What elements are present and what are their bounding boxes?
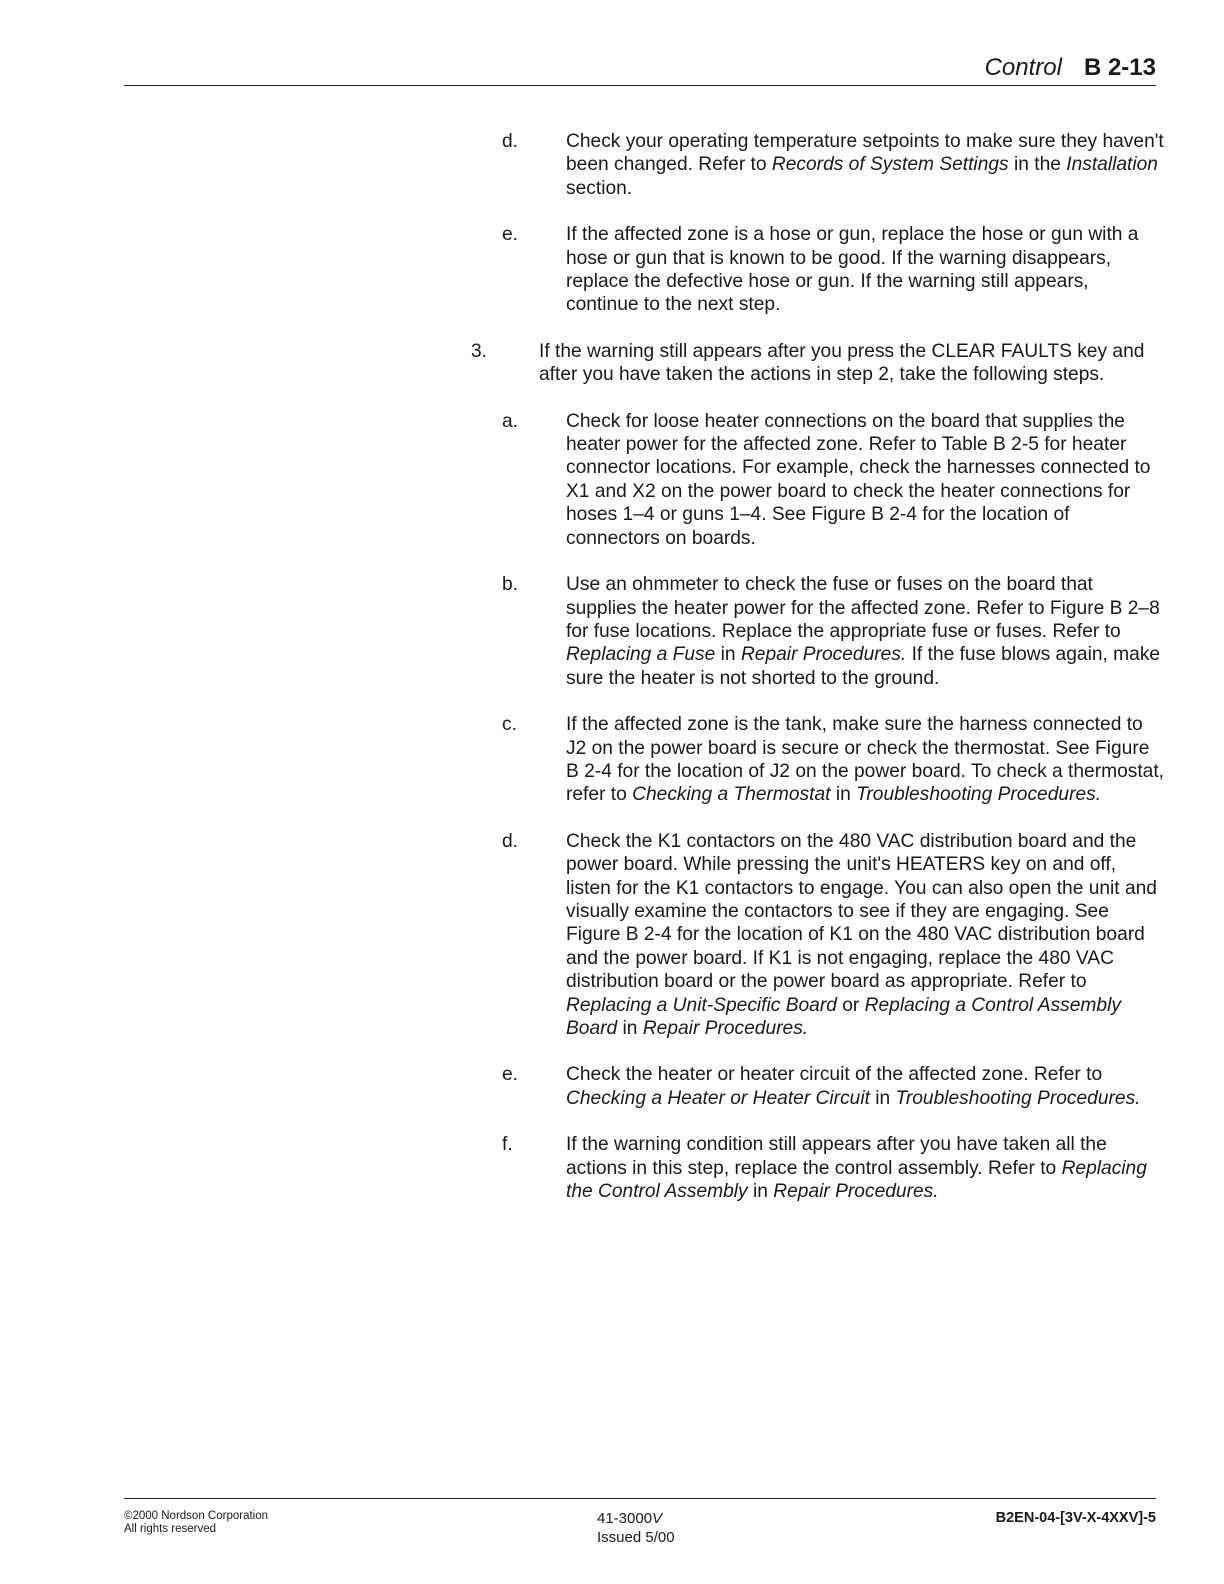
step-number: 3. xyxy=(471,340,488,362)
substep-c xyxy=(502,713,1165,807)
reference-title: Troubleshooting Procedures. xyxy=(856,784,1102,806)
reference-title: Checking a Thermostat xyxy=(632,784,831,806)
reference-title: Installation xyxy=(1066,154,1158,176)
footer-copyright xyxy=(124,1510,268,1536)
substep-text xyxy=(566,130,1165,200)
text-run: or xyxy=(836,994,865,1016)
substep-text xyxy=(566,410,1165,550)
page-header xyxy=(985,54,1156,82)
text-run: section. xyxy=(566,177,633,199)
substep-e xyxy=(502,223,1165,317)
substep-label: b. xyxy=(502,574,519,596)
substep-label: c. xyxy=(502,714,517,736)
page-number: B 2-13 xyxy=(1083,54,1156,81)
text-run: in xyxy=(869,1087,896,1109)
reference-title: Repair Procedures. xyxy=(642,1018,809,1039)
substep-label: a. xyxy=(502,410,519,432)
step-2-continued xyxy=(502,130,1165,317)
text-run: in xyxy=(747,1181,774,1203)
copyright-line: ©2000 Nordson Corporation xyxy=(124,1510,269,1522)
text-run: in xyxy=(715,644,741,666)
footer-doc-code: B2EN-04-[3V-X-4XXV]-5 xyxy=(995,1510,1156,1526)
substep-b xyxy=(502,573,1165,690)
substep-label: e. xyxy=(502,1064,519,1086)
substep-text xyxy=(566,573,1165,690)
substep-label: d. xyxy=(502,830,519,852)
text-run: in xyxy=(617,1018,643,1039)
text-run: If the affected zone is the tank, make sure the harness connected to J2 on the power board is secure or check the thermostat. See Figure B 2-4 for the location of J2 on the power board. To check a thermostat, refer to xyxy=(566,714,1164,806)
reference-title: Troubleshooting Procedures. xyxy=(895,1087,1141,1109)
reference-title: Replacing the Control Assembly xyxy=(566,1157,1147,1203)
text-run: in the xyxy=(1008,154,1067,176)
text-run: Check the K1 contactors on the 480 VAC distribution board and the power board. While pressing the unit's HEATERS key on and off, listen for the K1 contactors to engage. You can also open the unit and visually examine the contactors to see if they are engaging. See Figure B 2-4 for the location of K1 on the 480 VAC distribution board and the power board. If K1 is not engaging, replace the 480 VAC distribution board or the power board as appropriate. Refer to xyxy=(566,830,1157,993)
reference-title: Replacing a Fuse xyxy=(566,644,716,666)
part-number: 41-3000 xyxy=(597,1510,653,1527)
text-run: Check for loose heater connections on the board that supplies the heater power for the affected zone. Refer to Table B 2-5 for heater connector locations. For example, check the harnesses connected to X1 and X2 on the power board to check the heater connections for hoses 1–4 or guns 1–4. See Figure B 2-4 for the location of connectors on boards. xyxy=(566,410,1151,549)
reference-title: Repair Procedures. xyxy=(773,1181,939,1203)
substep-e xyxy=(502,1063,1165,1110)
substep-label: e. xyxy=(502,224,519,246)
text-run: Use an ohmmeter to check the fuse or fuses on the board that supplies the heater power for the affected zone. Refer to Figure B 2–8 for fuse locations. Replace the appropriate fuse or fuses. Refer to xyxy=(566,574,1160,642)
text-run: If the fuse blows again, make sure the heater is not shorted to the ground. xyxy=(566,644,1161,689)
procedure-content xyxy=(471,130,1165,1226)
text-run: If the warning condition still appears after you have taken all the actions in this step, replace the control assembly. Refer to xyxy=(566,1134,1107,1179)
substep-label: f. xyxy=(502,1134,513,1156)
step-text: If the warning still appears after you press the CLEAR FAULTS key and after you have taken the actions in step 2, take the following steps. xyxy=(539,340,1145,386)
reference-title: Replacing a Control Assembly Board xyxy=(566,994,1121,1039)
part-suffix: V xyxy=(652,1510,663,1527)
reference-title: Repair Procedures. xyxy=(740,644,907,666)
substep-d xyxy=(502,830,1165,1041)
text-run: If the affected zone is a hose or gun, replace the hose or gun with a hose or gun that is known to be good. If the warning disappears, replace the defective hose or gun. If the warning still appears, continue to the next step. xyxy=(566,224,1139,316)
substep-label: d. xyxy=(502,131,519,152)
substep-a xyxy=(502,410,1165,550)
reference-title: Checking a Heater or Heater Circuit xyxy=(566,1087,870,1109)
header-rule xyxy=(124,85,1156,86)
issued-date: Issued 5/00 xyxy=(597,1529,675,1546)
substep-text xyxy=(566,1063,1165,1110)
substep-text xyxy=(566,223,1165,317)
part-number-line xyxy=(597,1509,675,1528)
substep-text xyxy=(566,713,1165,807)
substep-d xyxy=(502,130,1165,200)
footer-part-info xyxy=(597,1509,675,1547)
reference-title: Replacing a Unit-Specific Board xyxy=(566,994,837,1016)
text-run: Check the heater or heater circuit of the affected zone. Refer to xyxy=(566,1064,1103,1086)
rights-line: All rights reserved xyxy=(124,1523,217,1535)
substep-text xyxy=(566,1133,1165,1203)
reference-title: Records of System Settings xyxy=(771,154,1009,176)
text-run: in xyxy=(830,784,857,806)
text-run: Check your operating temperature setpoints to make sure they haven't been changed. Refer to xyxy=(566,131,1164,176)
section-title: Control xyxy=(984,54,1062,81)
step-3-substeps xyxy=(502,410,1165,1204)
step-3 xyxy=(471,340,1165,387)
substep-text xyxy=(566,830,1165,1041)
substep-f xyxy=(502,1133,1165,1203)
footer-rule xyxy=(124,1498,1156,1499)
